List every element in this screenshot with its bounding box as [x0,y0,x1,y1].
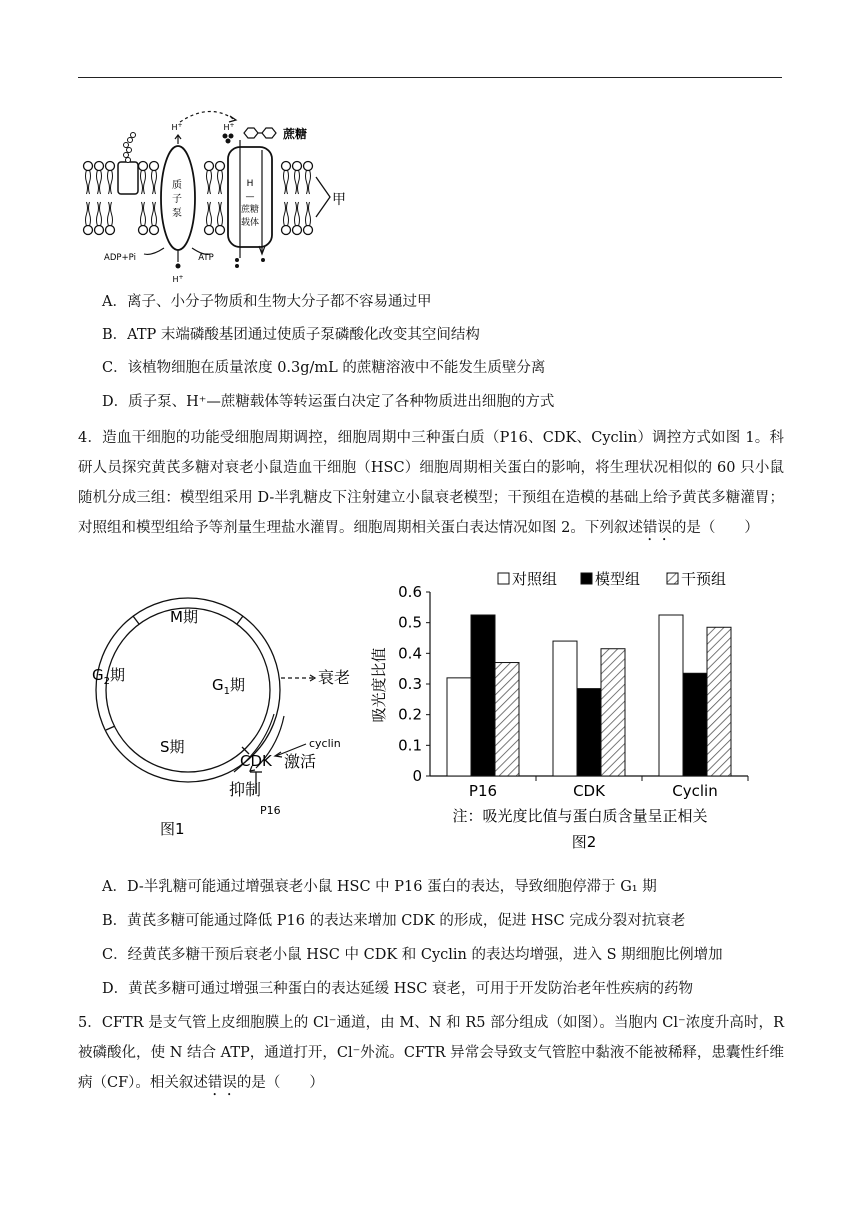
bar-P16-对照组 [447,678,471,776]
q3-option-b: B．ATP 末端磷酸基团通过使质子泵磷酸化改变其空间结构 [102,327,480,343]
lipid-head-top [84,162,93,195]
pump-label-1: 质 [172,180,182,191]
legend-label: 模型组 [595,570,641,588]
legend-swatch [498,573,509,584]
g1-phase-label: $G_1$期 [212,676,246,697]
membrane-figure [80,100,380,285]
inhibit-label: 抑制 [229,780,262,799]
lipid-head-top [304,162,313,195]
carrier-label-3: 蔗糖 [240,205,260,215]
cyclin-label: cyclin [309,737,341,750]
q5-stem: 5．CFTR 是支气管上皮细胞膜上的 Cl⁻通道，由 M、N 和 R5 部分组成（如图）。当胞内 Cl⁻浓度升高时，R 被磷酸化，使 N 结合 ATP，通道打开，Cl⁻外流。CFTR 异常会导致支气管腔中黏液不能被稀释，患囊性纤维病（CF）。相关叙述错误的是（ ） [78,1015,784,1091]
q4-option-d: D．黄芪多糖可通过增强三种蛋白的表达延缓 HSC 衰老，可用于开发防治老年性疾病的药物 [102,981,694,997]
lipid-head-bottom [139,202,148,235]
bar-CDK-干预组 [601,649,625,776]
carrier-label-1: H [246,179,254,189]
h-label-bottom: H+ [172,274,184,284]
figure1-caption: 图1 [160,820,185,838]
x-tick-label: P16 [468,782,498,800]
x-tick-label: Cyclin [672,782,718,800]
q3-option-c: C．该植物细胞在质量浓度 0.3g/mL 的蔗糖溶液中不能发生质壁分离 [102,360,546,376]
y-tick-label: 0 [412,767,422,785]
pump-label-2: 子 [172,194,182,205]
chart-legend [498,570,726,588]
pump-label-3: 泵 [172,208,182,219]
lipid-head-bottom [95,202,104,235]
cdk-label: CDK [240,752,272,770]
carrier-label-4: 载体 [240,218,260,228]
y-tick-label: 0.5 [398,613,422,632]
activate-label: 激活 [284,752,317,771]
q4-stem: 4．造血干细胞的功能受细胞周期调控，细胞周期中三种蛋白质（P16、CDK、Cyclin）调控方式如图 1。科研人员探究黄芪多糖对衰老小鼠造血干细胞（HSC）细胞周期相关蛋白的影响，将生理状况相似的 60 只小鼠随机分成三组：模型组采用 D-半乳糖皮下注射建立小鼠衰老模型；干预组在造模的基础上给予黄芪多糖灌胃；对照组和模型组给予等剂量生理盐水灌胃。细胞周期相关蛋白表达情况如图 2。下列叙述错误的是（ ） [78,430,784,536]
s-phase-label: S期 [160,738,185,756]
lipid-head-bottom [304,202,313,235]
y-tick-label: 0.4 [398,644,422,663]
y-tick-label: 0.3 [398,675,422,693]
legend-label: 对照组 [512,570,558,588]
membrane-name-label: 甲 [332,192,346,208]
figure2-caption: 图2 [571,833,597,851]
q4-option-c: C．经黄芪多糖干预后衰老小鼠 HSC 中 CDK 和 Cyclin 的表达均增强，进入 S 期细胞比例增加 [102,947,723,963]
lipid-head-bottom [205,202,214,235]
bar-Cyclin-模型组 [683,673,707,776]
bar-Cyclin-干预组 [707,627,731,776]
lipid-head-top [139,162,148,195]
lipid-head-bottom [293,202,302,235]
senescence-label: 衰老 [318,668,351,687]
lipid-head-bottom [216,202,225,235]
q3-option-a: A．离子、小分子物质和生物大分子都不容易通过甲 [102,294,432,310]
lipid-head-bottom [84,202,93,235]
figure2-bar-chart [370,565,770,860]
lipid-head-top [293,162,302,195]
lipid-head-top [150,162,159,195]
lipid-head-top [216,162,225,195]
x-tick-label: CDK [573,782,605,800]
g2-phase-label: $G_2$期 [92,666,126,687]
header-rule [78,77,782,78]
chart-note: 注：吸光度比值与蛋白质含量呈正相关 [452,807,708,825]
bar-Cyclin-对照组 [659,615,683,776]
lipid-head-top [95,162,104,195]
y-axis-label: 吸光度比值 [370,647,388,723]
legend-label: 干预组 [681,570,727,588]
h-label-top-right: H+ [223,122,235,132]
q3-option-d: D．质子泵、H⁺—蔗糖载体等转运蛋白决定了各种物质进出细胞的方式 [102,394,555,410]
lipid-head-bottom [282,202,291,235]
bar-P16-模型组 [471,615,495,776]
sucrose-label: 蔗糖 [283,127,308,141]
lipid-head-bottom [150,202,159,235]
q4-option-a: A．D-半乳糖可能通过增强衰老小鼠 HSC 中 P16 蛋白的表达，导致细胞停滞于 G₁ 期 [102,879,657,895]
y-tick-label: 0.1 [398,736,422,755]
m-phase-label: M期 [170,608,198,626]
adp-label: ADP+Pi [104,253,136,263]
legend-swatch [667,573,678,584]
y-tick-label: 0.6 [398,583,422,601]
carrier-label-2: — [245,192,255,202]
lipid-head-top [106,162,115,195]
bar-P16-干预组 [495,663,519,776]
legend-swatch [581,573,592,584]
h-label-top-left: H+ [171,122,183,132]
atp-label: ATP [198,253,214,263]
q4-option-b: B．黄芪多糖可能通过降低 P16 的表达来增加 CDK 的形成，促进 HSC 完成分裂对抗衰老 [102,913,686,929]
y-tick-label: 0.2 [398,705,422,724]
bar-CDK-模型组 [577,689,601,776]
lipid-head-top [282,162,291,195]
p16-label: P16 [260,804,281,817]
lipid-head-bottom [106,202,115,235]
lipid-head-top [205,162,214,195]
figure1-cell-cycle [78,590,368,850]
bar-CDK-对照组 [553,641,577,776]
